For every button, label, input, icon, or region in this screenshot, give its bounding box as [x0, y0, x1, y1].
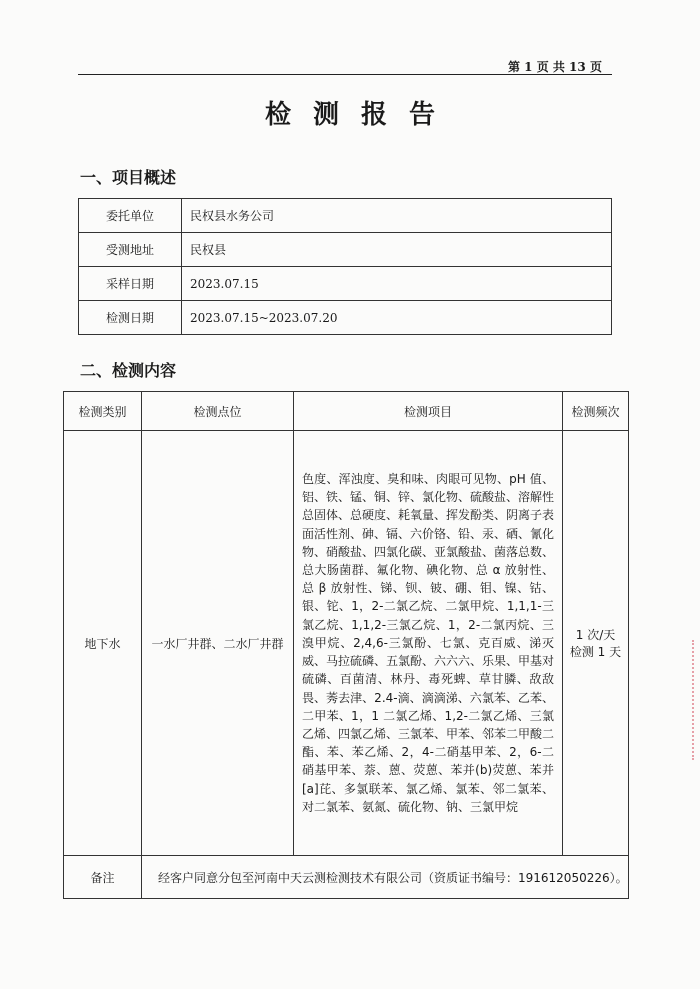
report-title: 检测报告: [264, 100, 457, 130]
overview-row-testing-date: [79, 301, 612, 335]
overview-row-client: [79, 199, 612, 233]
overview-row-address: [79, 233, 612, 267]
overview-table: [78, 198, 612, 335]
frequency-line-1: 1 次/天: [575, 628, 616, 642]
cell-category: 地下水: [64, 431, 142, 856]
section-heading-content: 二、检测内容: [80, 361, 177, 380]
cell-frequency: [563, 431, 629, 856]
cell-points: 一水厂井群、二水厂井群: [142, 431, 294, 856]
header-rule: [78, 74, 612, 75]
section-heading-overview: 一、项目概述: [80, 168, 177, 187]
note-text: 经客户同意分包至河南中天云测检测技术有限公司（资质证书编号：191612050226）。: [142, 856, 629, 899]
content-table: [63, 391, 629, 899]
overview-value: 2023.07.15: [182, 267, 612, 301]
content-header-row: [64, 392, 629, 431]
header-category: 检测类别: [64, 392, 142, 431]
header-items: 检测项目: [294, 392, 563, 431]
overview-label: 委托单位: [79, 199, 182, 233]
overview-row-sampling-date: [79, 267, 612, 301]
header-frequency: 检测频次: [563, 392, 629, 431]
cell-items: 色度、浑浊度、臭和味、肉眼可见物、pH 值、铝、铁、锰、铜、锌、氯化物、硫酸盐、溶解性总固体、总硬度、耗氧量、挥发酚类、阴离子表面活性剂、砷、镉、六价铬、铅、汞、硒、氰化物、硝酸盐、四氯化碳、亚氯酸盐、菌落总数、总大肠菌群、氟化物、碘化物、总 α 放射性、总 β 放射性、锑、钡、铍、硼、钼、镍、钴、银、铊、1，2-二氯乙烷、二氯甲烷、1,1,1-三氯乙烷、1,1,2-三氯乙烷、1，2-二氯丙烷、三溴甲烷、2,4,6-三氯酚、七氯、克百威、涕灭威、马拉硫磷、五氯酚、六六六、乐果、甲基对硫磷、百菌清、林丹、毒死蜱、草甘膦、敌敌畏、莠去津、2.4-滴、滴滴涕、六氯苯、乙苯、二甲苯、1，1 二氯乙烯、1,2-二氯乙烯、三氯乙烯、四氯乙烯、三氯苯、甲苯、邻苯二甲酸二酯、苯、苯乙烯、2，4-二硝基甲苯、2，6-二硝基甲苯、萘、蒽、荧蒽、苯并(b)荧蒽、苯并[a]芘、多氯联苯、氯乙烯、氯苯、邻二氯苯、对二氯苯、氨氮、硫化物、钠、三氯甲烷: [294, 431, 563, 856]
overview-value: 民权县水务公司: [182, 199, 612, 233]
note-row: [64, 856, 629, 899]
overview-label: 采样日期: [79, 267, 182, 301]
seal-edge-mark: [692, 640, 700, 760]
overview-value: 民权县: [182, 233, 612, 267]
overview-label: 受测地址: [79, 233, 182, 267]
header-points: 检测点位: [142, 392, 294, 431]
page-number: 第 1 页 共 13 页: [508, 60, 602, 74]
overview-label: 检测日期: [79, 301, 182, 335]
note-label: 备注: [64, 856, 142, 899]
frequency-line-2: 检测 1 天: [569, 645, 622, 659]
content-data-row: [64, 431, 629, 856]
overview-value: 2023.07.15~2023.07.20: [182, 301, 612, 335]
